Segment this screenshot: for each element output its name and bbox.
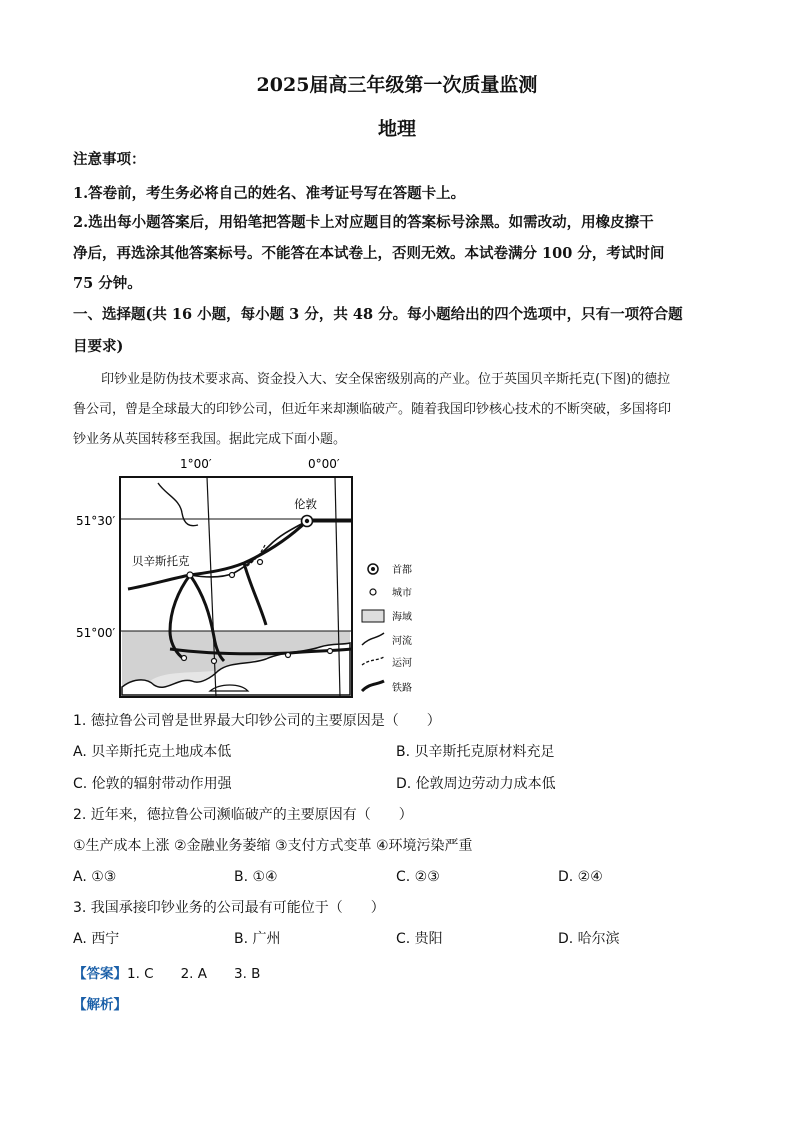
city-marker [182,656,187,661]
answer-text: 1. C 2. A 3. B [127,966,261,982]
answer-row [73,962,260,982]
analysis-label: 【解析】 [73,997,127,1013]
subject-title: 地理 [377,118,416,140]
legend-capital-label: 首都 [392,565,412,576]
legend-railway-icon [362,681,384,691]
legend-city-icon [370,589,376,595]
city-marker [328,649,333,654]
question-2-statements: ①生产成本上涨 ②金融业务萎缩 ③支付方式变革 ④环境污染严重 [73,838,473,854]
notice-item-1: 1.答卷前，考生务必将自己的姓名、准考证号写在答题卡上。 [73,185,466,202]
passage-line-3: 钞业务从英国转移至我国。据此完成下面小题。 [73,432,347,447]
notice-item-2-line-1: 2.选出每小题答案后，用铅笔把答题卡上对应题目的答案标号涂黑。如需改动，用橡皮擦干 [73,214,654,231]
passage-line-1: 印钞业是防伪技术要求高、资金投入大、安全保密级别高的产业。位于英国贝辛斯托克(下图)的德拉 [101,372,671,387]
section-heading-line-1: 一、选择题(共 16 小题，每小题 3 分，共 48 分。每小题给出的四个选项中，只有一项符合题 [73,306,683,323]
lon-label-1: 1°00′ [180,457,212,471]
question-2-option-c[interactable]: C. ②③ [396,869,440,885]
notice-heading: 注意事项： [73,151,146,168]
legend-railway-label: 铁路 [392,683,412,694]
basingstoke-label: 贝辛斯托克 [132,554,190,568]
basingstoke-map [70,455,450,707]
passage-line-2: 鲁公司，曾是全球最大的印钞公司，但近年来却濒临破产。随着我国印钞核心技术的不断突破，多国将印 [73,402,672,417]
basingstoke-city-marker [187,572,193,578]
question-1-option-a[interactable]: A. 贝辛斯托克土地成本低 [73,744,232,760]
analysis-row [73,993,127,1013]
answer-label: 【答案】 [73,966,127,982]
section-heading-line-2: 目要求) [73,338,124,355]
exam-title: 2025届高三年级第一次质量监测 [256,74,538,96]
legend-city-label: 城市 [392,588,412,599]
question-3-option-a[interactable]: A. 西宁 [73,931,120,947]
question-3-option-d[interactable]: D. 哈尔滨 [558,931,620,947]
question-2-option-b[interactable]: B. ①④ [234,869,278,885]
question-1-option-d[interactable]: D. 伦敦周边劳动力成本低 [396,776,556,792]
legend-river-icon [362,633,384,645]
lat-label-5100: 51°00′ [76,626,116,640]
question-2-option-d[interactable]: D. ②④ [558,869,603,885]
question-1-option-b[interactable]: B. 贝辛斯托克原材料充足 [396,744,555,760]
question-3-stem: 3. 我国承接印钞业务的公司最有可能位于（ ） [73,900,385,916]
notice-item-2-line-3: 75 分钟。 [73,275,142,292]
lat-label-5130: 51°30′ [76,514,116,528]
question-2-stem: 2. 近年来，德拉鲁公司濒临破产的主要原因有（ ） [73,807,413,823]
london-capital-dot [305,519,309,523]
legend-canal-icon [362,657,384,665]
city-marker [258,560,263,565]
question-2-option-a[interactable]: A. ①③ [73,869,117,885]
legend-sea-label: 海域 [392,612,412,623]
notice-item-2-line-2: 净后，再选涂其他答案标号。不能答在本试卷上，否则无效。本试卷满分 100 分，考试时间 [73,245,665,262]
city-marker [230,573,235,578]
question-3-option-c[interactable]: C. 贵阳 [396,931,443,947]
city-marker [286,653,291,658]
question-3-option-b[interactable]: B. 广州 [234,931,281,947]
london-label: 伦敦 [294,497,317,511]
legend-sea-icon [362,610,384,622]
legend-canal-label: 运河 [392,658,412,669]
city-marker [212,659,217,664]
map-legend [362,563,412,694]
legend-river-label: 河流 [392,636,412,647]
question-1-option-c[interactable]: C. 伦敦的辐射带动作用强 [73,776,232,792]
lon-label-0: 0°00′ [308,457,340,471]
question-1-stem: 1. 德拉鲁公司曾是世界最大印钞公司的主要原因是（ ） [73,713,441,729]
